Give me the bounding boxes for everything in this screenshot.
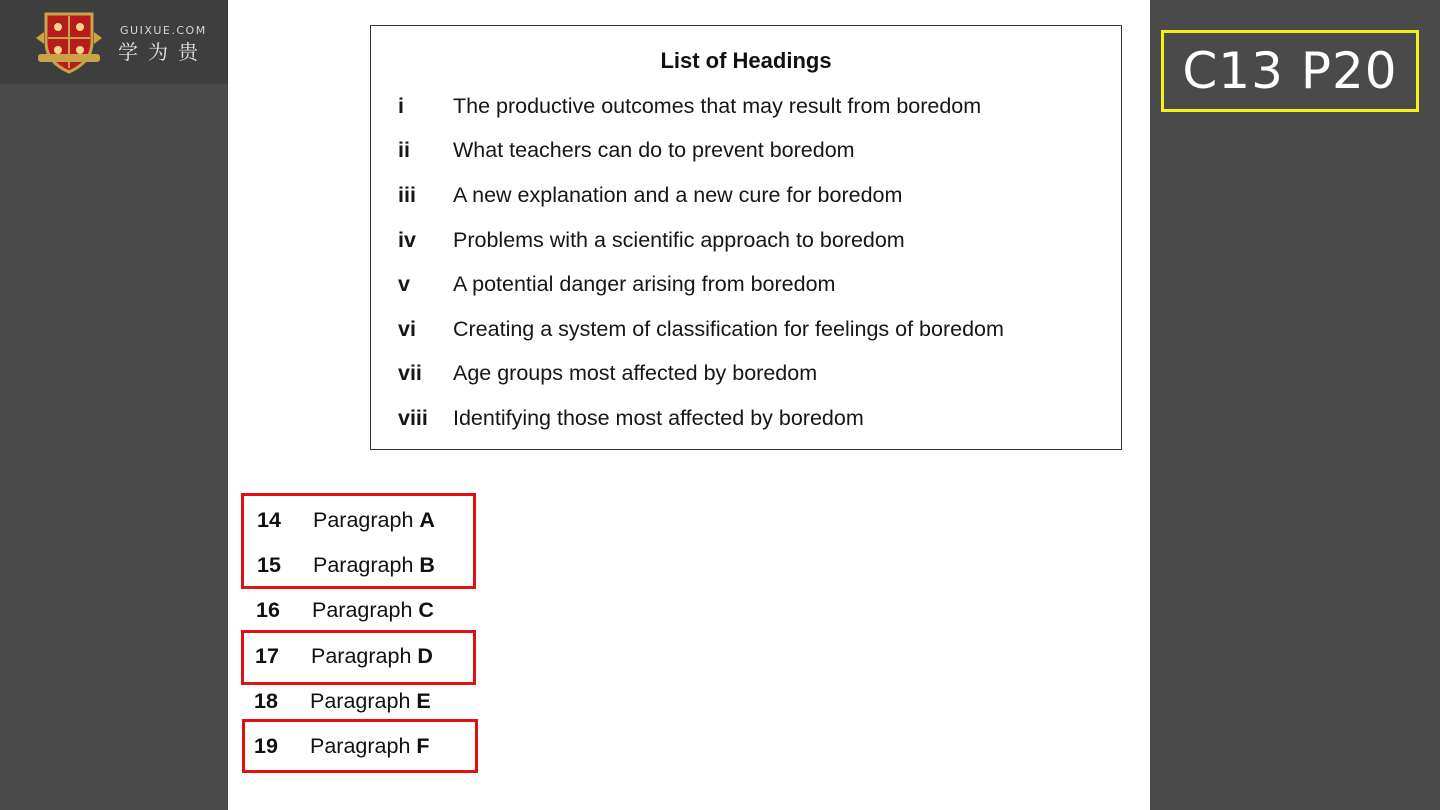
heading-item <box>398 136 855 164</box>
question-label: Paragraph <box>313 552 414 577</box>
question-label: Paragraph <box>310 688 411 713</box>
question-label: Paragraph <box>310 733 411 758</box>
heading-text: Creating a system of classification for feelings of boredom <box>453 316 1004 341</box>
heading-item <box>398 315 1004 343</box>
heading-text: What teachers can do to prevent boredom <box>453 137 855 162</box>
logo <box>0 0 228 84</box>
question-number: 14 <box>257 507 281 532</box>
highlight-box-17 <box>241 630 476 685</box>
heading-text: Age groups most affected by boredom <box>453 360 818 385</box>
question-label: Paragraph <box>311 643 412 668</box>
logo-domain: GUIXUE.COM <box>120 24 207 37</box>
heading-numeral: iv <box>398 227 416 252</box>
heading-item <box>398 359 817 387</box>
question-row-18 <box>254 686 431 716</box>
heading-numeral: ii <box>398 137 410 162</box>
question-letter: A <box>419 507 435 532</box>
question-number: 15 <box>257 552 281 577</box>
question-letter: D <box>417 643 433 668</box>
question-letter: B <box>419 552 435 577</box>
heading-text: The productive outcomes that may result from boredom <box>453 93 982 118</box>
heading-numeral: i <box>398 93 404 118</box>
highlight-box-19 <box>242 719 478 773</box>
heading-text: A potential danger arising from boredom <box>453 271 836 296</box>
heading-text: Identifying those most affected by boredom <box>453 405 864 430</box>
question-number: 18 <box>254 688 278 713</box>
heading-item <box>398 181 902 209</box>
scanned-page <box>228 0 1150 810</box>
heading-numeral: iii <box>398 182 416 207</box>
question-label: Paragraph <box>312 597 413 622</box>
list-of-headings-box <box>370 25 1122 450</box>
heading-item <box>398 226 905 254</box>
test-code-label: C13 P20 <box>1161 30 1419 112</box>
highlight-box-14-15 <box>241 493 476 589</box>
heading-numeral: viii <box>398 405 428 430</box>
heading-text: Problems with a scientific approach to boredom <box>453 227 905 252</box>
heading-numeral: vii <box>398 360 422 385</box>
heading-text: A new explanation and a new cure for boredom <box>453 182 903 207</box>
question-number: 17 <box>255 643 279 668</box>
logo-chinese-name: 学为贵 <box>118 40 208 64</box>
question-letter: E <box>416 688 431 713</box>
heading-numeral: v <box>398 271 410 296</box>
shield-crest-icon <box>32 8 106 76</box>
heading-item <box>398 404 864 432</box>
question-letter: F <box>416 733 430 758</box>
question-number: 19 <box>254 733 278 758</box>
question-letter: C <box>418 597 434 622</box>
question-row-16 <box>256 595 434 625</box>
heading-item <box>398 92 981 120</box>
heading-item <box>398 270 835 298</box>
headings-title: List of Headings <box>660 48 832 73</box>
heading-numeral: vi <box>398 316 416 341</box>
question-label: Paragraph <box>313 507 414 532</box>
question-number: 16 <box>256 597 280 622</box>
